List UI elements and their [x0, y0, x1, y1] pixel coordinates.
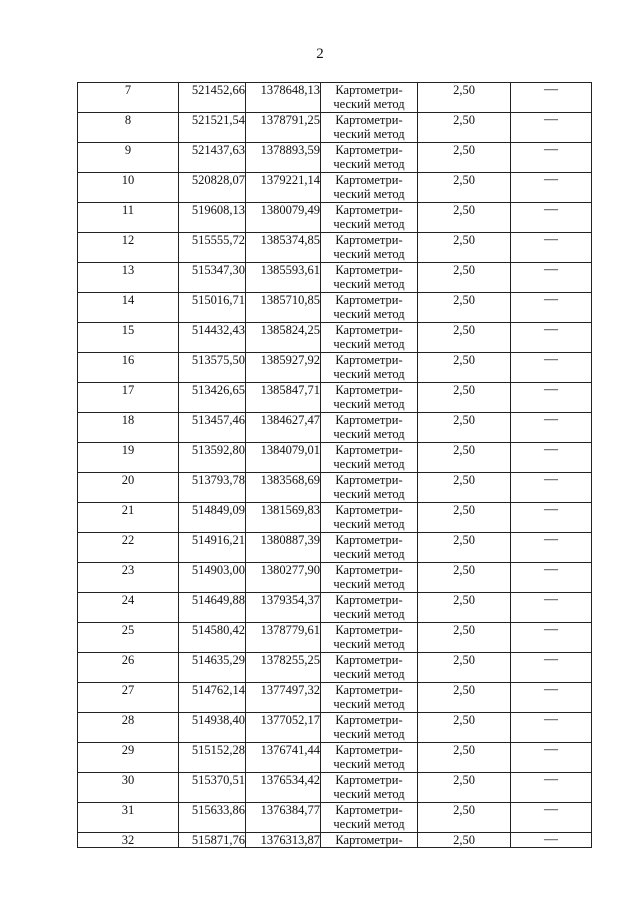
- description-cell: —: [511, 653, 592, 683]
- method-line-2: ческий метод: [333, 637, 405, 651]
- method-line-2: ческий метод: [333, 217, 405, 231]
- y-coordinate-cell: 1377052,17: [246, 713, 321, 743]
- point-number-cell: 29: [78, 743, 179, 773]
- description-cell: —: [511, 593, 592, 623]
- table-row: [78, 473, 592, 503]
- description-cell: —: [511, 233, 592, 263]
- x-coordinate-cell: 515633,86: [179, 803, 246, 833]
- point-number-cell: 30: [78, 773, 179, 803]
- accuracy-cell: 2,50: [418, 233, 511, 263]
- method-line-2: ческий метод: [333, 667, 405, 681]
- page-number: 2: [316, 46, 324, 62]
- method-line-2: ческий метод: [333, 307, 405, 321]
- description-cell: —: [511, 713, 592, 743]
- table-row: [78, 383, 592, 413]
- method-cell: [321, 593, 418, 623]
- method-cell: [321, 503, 418, 533]
- method-line-1: Картометри-: [335, 683, 403, 697]
- method-cell: [321, 173, 418, 203]
- method-line-1: Картометри-: [335, 113, 403, 127]
- y-coordinate-cell: 1376313,87: [246, 833, 321, 848]
- table-row: [78, 173, 592, 203]
- method-line-1: Картометри-: [335, 773, 403, 787]
- accuracy-cell: 2,50: [418, 593, 511, 623]
- method-line-2: ческий метод: [333, 787, 405, 801]
- table-row: [78, 413, 592, 443]
- method-line-2: ческий метод: [333, 157, 405, 171]
- description-cell: —: [511, 413, 592, 443]
- description-cell: —: [511, 563, 592, 593]
- method-cell: [321, 833, 418, 848]
- accuracy-cell: 2,50: [418, 203, 511, 233]
- method-line-2: ческий метод: [333, 547, 405, 561]
- table-row: [78, 143, 592, 173]
- method-cell: [321, 83, 418, 113]
- method-cell: [321, 713, 418, 743]
- point-number-cell: 9: [78, 143, 179, 173]
- method-line-2: ческий метод: [333, 517, 405, 531]
- y-coordinate-cell: 1385710,85: [246, 293, 321, 323]
- method-line-2: ческий метод: [333, 727, 405, 741]
- point-number-cell: 31: [78, 803, 179, 833]
- y-coordinate-cell: 1378893,59: [246, 143, 321, 173]
- method-line-2: ческий метод: [333, 247, 405, 261]
- x-coordinate-cell: 515871,76: [179, 833, 246, 848]
- method-line-2: ческий метод: [333, 697, 405, 711]
- method-line-1: Картометри-: [335, 233, 403, 247]
- description-cell: —: [511, 833, 592, 848]
- x-coordinate-cell: 514849,09: [179, 503, 246, 533]
- accuracy-cell: 2,50: [418, 323, 511, 353]
- description-cell: —: [511, 203, 592, 233]
- point-number-cell: 23: [78, 563, 179, 593]
- y-coordinate-cell: 1380277,90: [246, 563, 321, 593]
- coordinates-table: [77, 82, 592, 848]
- table-row: [78, 713, 592, 743]
- y-coordinate-cell: 1376534,42: [246, 773, 321, 803]
- accuracy-cell: 2,50: [418, 503, 511, 533]
- accuracy-cell: 2,50: [418, 533, 511, 563]
- method-cell: [321, 233, 418, 263]
- table-row: [78, 683, 592, 713]
- description-cell: —: [511, 113, 592, 143]
- x-coordinate-cell: 521452,66: [179, 83, 246, 113]
- method-cell: [321, 683, 418, 713]
- method-cell: [321, 533, 418, 563]
- method-line-2: ческий метод: [333, 367, 405, 381]
- point-number-cell: 15: [78, 323, 179, 353]
- y-coordinate-cell: 1381569,83: [246, 503, 321, 533]
- method-line-1: Картометри-: [335, 293, 403, 307]
- y-coordinate-cell: 1385927,92: [246, 353, 321, 383]
- method-cell: [321, 143, 418, 173]
- table-row: [78, 503, 592, 533]
- method-cell: [321, 653, 418, 683]
- table-row: [78, 773, 592, 803]
- method-line-2: ческий метод: [333, 97, 405, 111]
- point-number-cell: 12: [78, 233, 179, 263]
- method-line-1: Картометри-: [335, 833, 403, 847]
- table-row: [78, 203, 592, 233]
- description-cell: —: [511, 383, 592, 413]
- method-line-1: Картометри-: [335, 473, 403, 487]
- x-coordinate-cell: 513457,46: [179, 413, 246, 443]
- accuracy-cell: 2,50: [418, 713, 511, 743]
- accuracy-cell: 2,50: [418, 833, 511, 848]
- table-body: [78, 83, 592, 848]
- description-cell: —: [511, 263, 592, 293]
- method-line-1: Картометри-: [335, 83, 403, 97]
- method-line-2: ческий метод: [333, 577, 405, 591]
- method-cell: [321, 323, 418, 353]
- point-number-cell: 19: [78, 443, 179, 473]
- accuracy-cell: 2,50: [418, 83, 511, 113]
- method-line-1: Картометри-: [335, 353, 403, 367]
- table-row: [78, 293, 592, 323]
- point-number-cell: 27: [78, 683, 179, 713]
- x-coordinate-cell: 513575,50: [179, 353, 246, 383]
- method-line-1: Картометри-: [335, 563, 403, 577]
- method-line-2: ческий метод: [333, 817, 405, 831]
- y-coordinate-cell: 1385374,85: [246, 233, 321, 263]
- accuracy-cell: 2,50: [418, 773, 511, 803]
- method-cell: [321, 743, 418, 773]
- x-coordinate-cell: 514635,29: [179, 653, 246, 683]
- point-number-cell: 20: [78, 473, 179, 503]
- x-coordinate-cell: 513793,78: [179, 473, 246, 503]
- x-coordinate-cell: 521521,54: [179, 113, 246, 143]
- description-cell: —: [511, 503, 592, 533]
- method-line-2: ческий метод: [333, 487, 405, 501]
- method-line-1: Картометри-: [335, 743, 403, 757]
- method-line-1: Картометри-: [335, 803, 403, 817]
- point-number-cell: 21: [78, 503, 179, 533]
- x-coordinate-cell: 515370,51: [179, 773, 246, 803]
- point-number-cell: 10: [78, 173, 179, 203]
- method-line-2: ческий метод: [333, 457, 405, 471]
- description-cell: —: [511, 293, 592, 323]
- method-cell: [321, 473, 418, 503]
- method-line-1: Картометри-: [335, 503, 403, 517]
- method-line-1: Картометри-: [335, 143, 403, 157]
- point-number-cell: 11: [78, 203, 179, 233]
- method-line-2: ческий метод: [333, 427, 405, 441]
- point-number-cell: 32: [78, 833, 179, 848]
- x-coordinate-cell: 514903,00: [179, 563, 246, 593]
- y-coordinate-cell: 1376741,44: [246, 743, 321, 773]
- table-row: [78, 443, 592, 473]
- method-line-1: Картометри-: [335, 443, 403, 457]
- table-row: [78, 563, 592, 593]
- x-coordinate-cell: 514432,43: [179, 323, 246, 353]
- description-cell: —: [511, 683, 592, 713]
- method-line-2: ческий метод: [333, 337, 405, 351]
- x-coordinate-cell: 514762,14: [179, 683, 246, 713]
- y-coordinate-cell: 1376384,77: [246, 803, 321, 833]
- method-cell: [321, 413, 418, 443]
- y-coordinate-cell: 1380079,49: [246, 203, 321, 233]
- method-line-2: ческий метод: [333, 757, 405, 771]
- method-line-1: Картометри-: [335, 623, 403, 637]
- method-cell: [321, 353, 418, 383]
- x-coordinate-cell: 515555,72: [179, 233, 246, 263]
- description-cell: —: [511, 473, 592, 503]
- description-cell: —: [511, 143, 592, 173]
- method-line-2: ческий метод: [333, 187, 405, 201]
- point-number-cell: 28: [78, 713, 179, 743]
- y-coordinate-cell: 1379354,37: [246, 593, 321, 623]
- description-cell: —: [511, 83, 592, 113]
- y-coordinate-cell: 1385824,25: [246, 323, 321, 353]
- x-coordinate-cell: 519608,13: [179, 203, 246, 233]
- y-coordinate-cell: 1378648,13: [246, 83, 321, 113]
- point-number-cell: 24: [78, 593, 179, 623]
- description-cell: —: [511, 173, 592, 203]
- accuracy-cell: 2,50: [418, 473, 511, 503]
- point-number-cell: 17: [78, 383, 179, 413]
- method-line-1: Картометри-: [335, 383, 403, 397]
- method-line-1: Картометри-: [335, 533, 403, 547]
- method-cell: [321, 203, 418, 233]
- method-line-1: Картометри-: [335, 173, 403, 187]
- y-coordinate-cell: 1385593,61: [246, 263, 321, 293]
- x-coordinate-cell: 514649,88: [179, 593, 246, 623]
- table-row: [78, 833, 592, 848]
- table-row: [78, 803, 592, 833]
- table-row: [78, 653, 592, 683]
- table-row: [78, 353, 592, 383]
- method-line-2: ческий метод: [333, 607, 405, 621]
- accuracy-cell: 2,50: [418, 743, 511, 773]
- method-line-1: Картометри-: [335, 653, 403, 667]
- y-coordinate-cell: 1378255,25: [246, 653, 321, 683]
- y-coordinate-cell: 1377497,32: [246, 683, 321, 713]
- accuracy-cell: 2,50: [418, 263, 511, 293]
- method-cell: [321, 443, 418, 473]
- description-cell: —: [511, 623, 592, 653]
- table-row: [78, 233, 592, 263]
- table-row: [78, 623, 592, 653]
- y-coordinate-cell: 1383568,69: [246, 473, 321, 503]
- accuracy-cell: 2,50: [418, 443, 511, 473]
- method-line-1: Картометри-: [335, 593, 403, 607]
- method-line-1: Картометри-: [335, 263, 403, 277]
- x-coordinate-cell: 514938,40: [179, 713, 246, 743]
- method-cell: [321, 563, 418, 593]
- y-coordinate-cell: 1380887,39: [246, 533, 321, 563]
- x-coordinate-cell: 514916,21: [179, 533, 246, 563]
- x-coordinate-cell: 513592,80: [179, 443, 246, 473]
- method-line-1: Картометри-: [335, 713, 403, 727]
- y-coordinate-cell: 1384627,47: [246, 413, 321, 443]
- point-number-cell: 22: [78, 533, 179, 563]
- accuracy-cell: 2,50: [418, 113, 511, 143]
- description-cell: —: [511, 743, 592, 773]
- accuracy-cell: 2,50: [418, 143, 511, 173]
- accuracy-cell: 2,50: [418, 413, 511, 443]
- x-coordinate-cell: 515016,71: [179, 293, 246, 323]
- description-cell: —: [511, 443, 592, 473]
- y-coordinate-cell: 1378779,61: [246, 623, 321, 653]
- method-line-1: Картометри-: [335, 203, 403, 217]
- method-cell: [321, 773, 418, 803]
- accuracy-cell: 2,50: [418, 803, 511, 833]
- method-cell: [321, 383, 418, 413]
- y-coordinate-cell: 1379221,14: [246, 173, 321, 203]
- point-number-cell: 26: [78, 653, 179, 683]
- y-coordinate-cell: 1384079,01: [246, 443, 321, 473]
- accuracy-cell: 2,50: [418, 623, 511, 653]
- x-coordinate-cell: 515152,28: [179, 743, 246, 773]
- table-row: [78, 533, 592, 563]
- table-row: [78, 323, 592, 353]
- description-cell: —: [511, 323, 592, 353]
- method-cell: [321, 293, 418, 323]
- point-number-cell: 14: [78, 293, 179, 323]
- point-number-cell: 13: [78, 263, 179, 293]
- method-line-2: ческий метод: [333, 277, 405, 291]
- point-number-cell: 8: [78, 113, 179, 143]
- point-number-cell: 7: [78, 83, 179, 113]
- method-cell: [321, 263, 418, 293]
- description-cell: —: [511, 533, 592, 563]
- table-row: [78, 83, 592, 113]
- point-number-cell: 25: [78, 623, 179, 653]
- accuracy-cell: 2,50: [418, 383, 511, 413]
- accuracy-cell: 2,50: [418, 173, 511, 203]
- point-number-cell: 16: [78, 353, 179, 383]
- method-line-1: Картометри-: [335, 413, 403, 427]
- table-row: [78, 743, 592, 773]
- accuracy-cell: 2,50: [418, 683, 511, 713]
- x-coordinate-cell: 515347,30: [179, 263, 246, 293]
- accuracy-cell: 2,50: [418, 653, 511, 683]
- accuracy-cell: 2,50: [418, 293, 511, 323]
- method-line-2: ческий метод: [333, 397, 405, 411]
- x-coordinate-cell: 513426,65: [179, 383, 246, 413]
- table-row: [78, 593, 592, 623]
- method-cell: [321, 623, 418, 653]
- x-coordinate-cell: 521437,63: [179, 143, 246, 173]
- description-cell: —: [511, 773, 592, 803]
- accuracy-cell: 2,50: [418, 353, 511, 383]
- accuracy-cell: 2,50: [418, 563, 511, 593]
- method-line-1: Картометри-: [335, 323, 403, 337]
- point-number-cell: 18: [78, 413, 179, 443]
- table-row: [78, 263, 592, 293]
- y-coordinate-cell: 1378791,25: [246, 113, 321, 143]
- y-coordinate-cell: 1385847,71: [246, 383, 321, 413]
- description-cell: —: [511, 803, 592, 833]
- x-coordinate-cell: 520828,07: [179, 173, 246, 203]
- x-coordinate-cell: 514580,42: [179, 623, 246, 653]
- method-cell: [321, 113, 418, 143]
- method-cell: [321, 803, 418, 833]
- method-line-2: ческий метод: [333, 127, 405, 141]
- table-row: [78, 113, 592, 143]
- description-cell: —: [511, 353, 592, 383]
